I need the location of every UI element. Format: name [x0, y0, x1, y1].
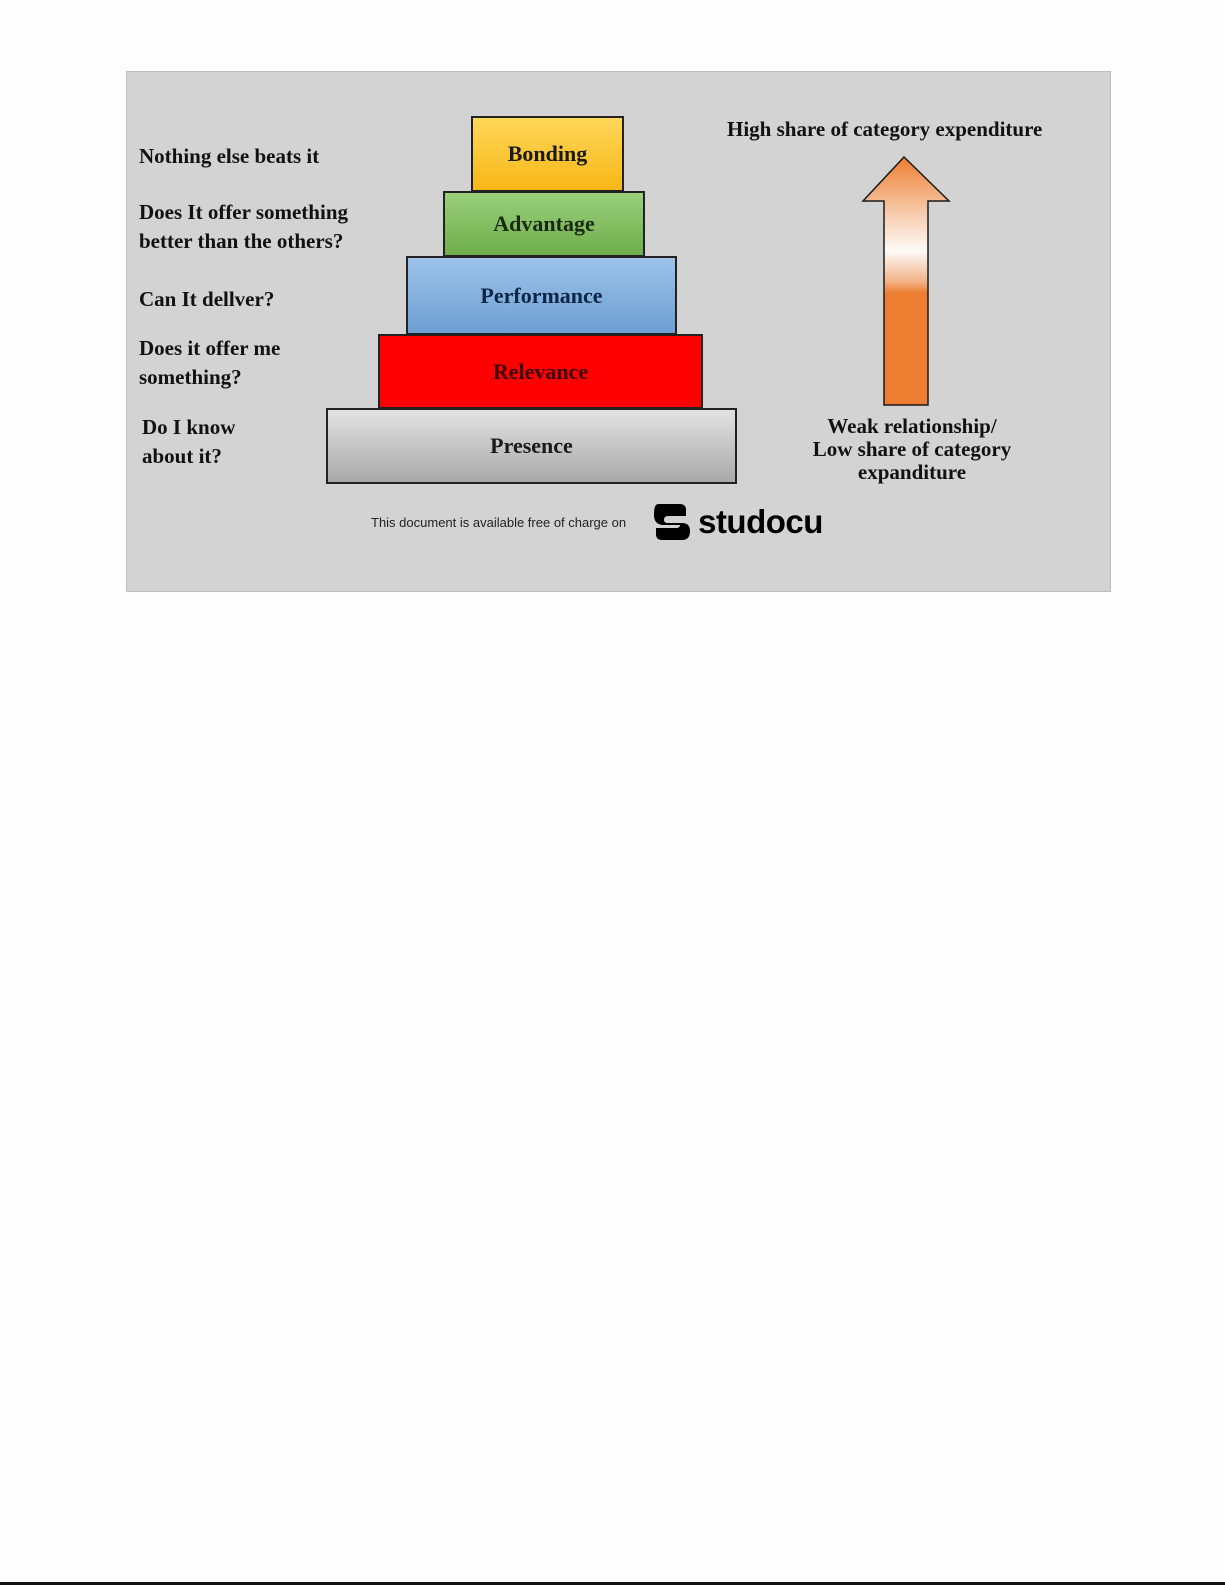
- question-bonding: Nothing else beats it: [139, 144, 320, 168]
- pyramid-tier-relevance: Relevance: [378, 334, 703, 409]
- weak-relationship-label: Weak relationship/ Low share of category expanditure: [812, 414, 1012, 484]
- high-share-label: High share of category expenditure: [727, 117, 1043, 141]
- question-performance: Can It dellver?: [139, 287, 275, 311]
- pyramid-tier-bonding: Bonding: [471, 116, 624, 192]
- studocu-logo: [650, 500, 823, 544]
- question-advantage: Does It offer something better than the others?: [139, 200, 348, 253]
- question-presence: Do I know about it?: [142, 415, 236, 468]
- up-arrow-icon: [861, 156, 951, 408]
- studocu-logo-icon: [650, 500, 694, 544]
- pyramid-tier-performance: Performance: [406, 256, 677, 335]
- brand-pyramid-slide: [126, 71, 1111, 592]
- pyramid-tier-advantage: Advantage: [443, 191, 645, 257]
- question-relevance: Does it offer me something?: [139, 336, 281, 389]
- watermark-text: This document is available free of charge on: [371, 514, 627, 530]
- pyramid-tier-presence: Presence: [326, 408, 737, 484]
- studocu-watermark: [371, 500, 823, 544]
- studocu-wordmark: studocu: [698, 503, 823, 540]
